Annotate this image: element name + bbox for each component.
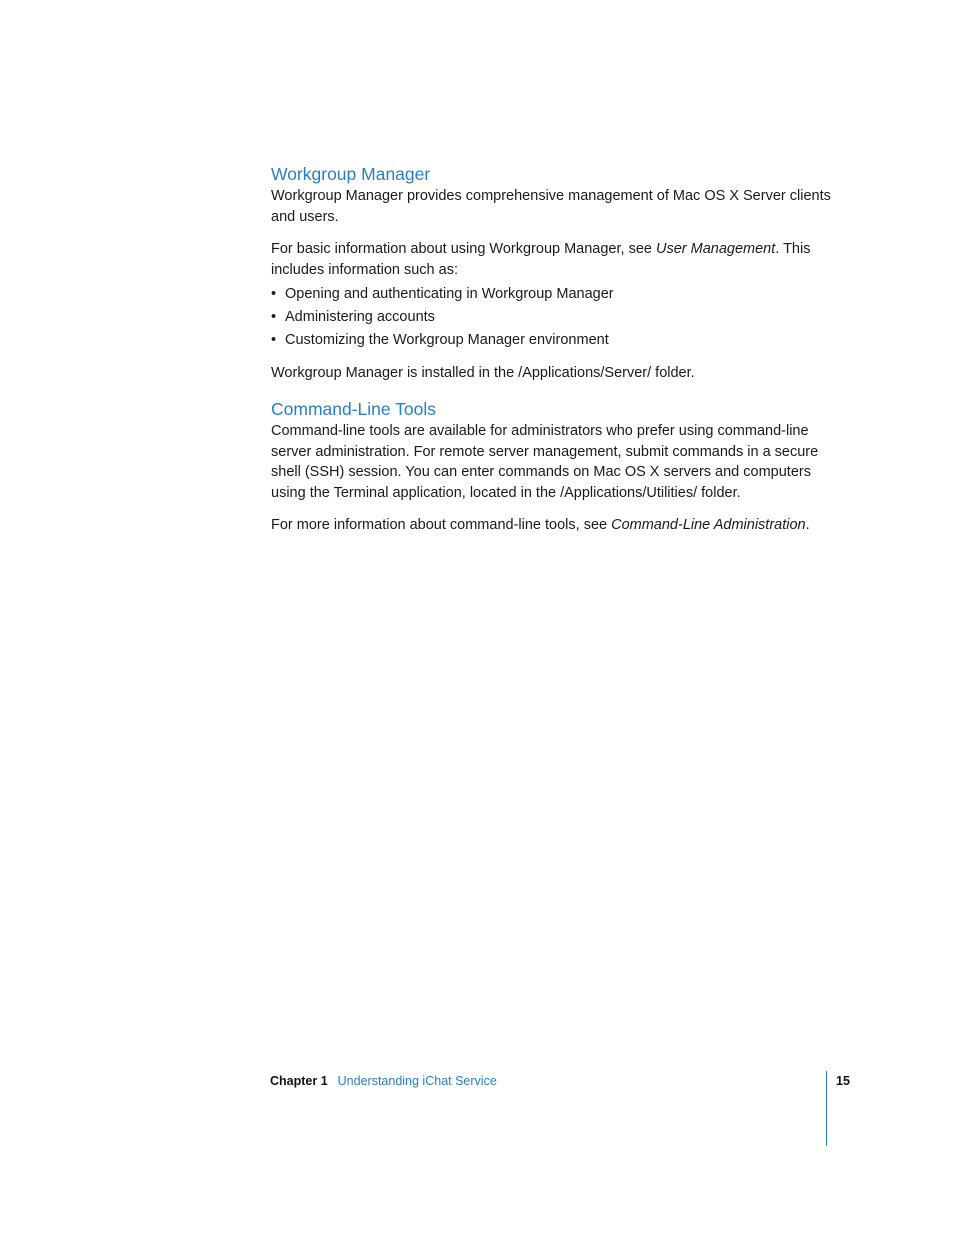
page-number: 15 [836, 1074, 850, 1088]
text-span: . This includes information such as: [271, 241, 811, 278]
section-heading: Workgroup Manager [271, 164, 431, 184]
footer-divider [826, 1071, 827, 1146]
text-span: . [805, 517, 810, 533]
text-span: For basic information about using Workgroup Manager, see [271, 241, 656, 257]
bullet-glyph: • [271, 332, 277, 348]
paragraph: Workgroup Manager provides comprehensive management of Mac OS X Server clients and users. [271, 188, 831, 225]
chapter-label: Chapter 1 [270, 1074, 328, 1088]
book-title-reference: User Management [656, 241, 776, 257]
text-span: For more information about command-line tools, see [271, 517, 612, 533]
paragraph: Command-line tools are available for administrators who prefer using command-line server administration. For remote server management, submit commands in a secure shell (SSH) session. You can enter commands on Mac OS X servers and computers using the Terminal application, located in the /Applications/Utilities/ folder. [271, 423, 819, 501]
paragraph: Workgroup Manager is installed in the /Applications/Server/ folder. [271, 364, 695, 381]
section-workgroup-manager [271, 162, 831, 383]
paragraph [271, 239, 831, 280]
bullet-glyph: • [271, 286, 277, 302]
list-item [271, 307, 831, 328]
list-item-text: Administering accounts [285, 309, 435, 325]
chapter-title: Understanding iChat Service [337, 1074, 497, 1088]
paragraph [271, 515, 831, 536]
bullet-glyph: • [271, 309, 277, 325]
list-item-text: Customizing the Workgroup Manager environment [285, 332, 609, 348]
section-command-line-tools [271, 397, 831, 536]
list-item-text: Opening and authenticating in Workgroup Manager [285, 286, 614, 302]
page-content [271, 162, 831, 536]
book-title-reference: Command-Line Administration [611, 517, 806, 533]
bullet-list [271, 284, 831, 351]
list-item [271, 330, 831, 351]
list-item [271, 284, 831, 305]
page-footer [270, 1071, 830, 1091]
section-heading: Command-Line Tools [271, 399, 437, 419]
